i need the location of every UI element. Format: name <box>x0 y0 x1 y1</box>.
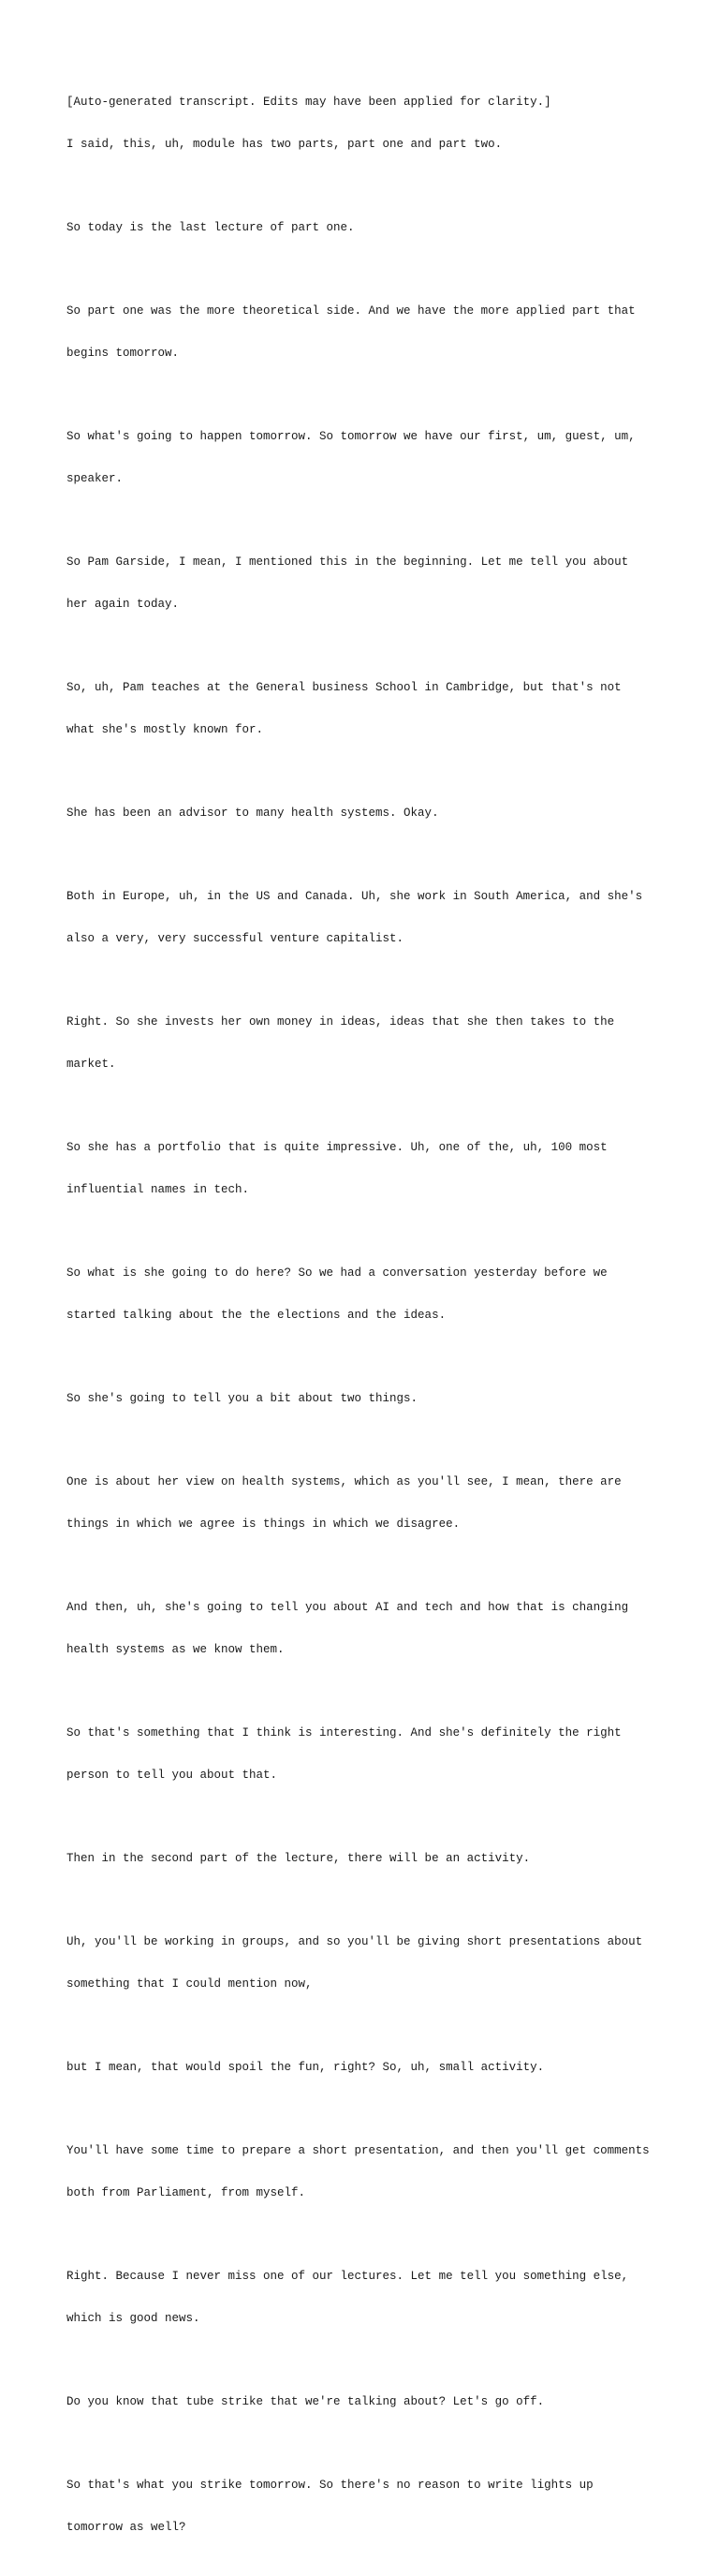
text-line: So what is she going to do here? So we had a conversation yesterday before we <box>66 1266 608 1280</box>
text-line: So what's going to happen tomorrow. So tomorrow we have our first, um, guest, um, <box>66 430 636 443</box>
paragraph <box>66 2367 666 2437</box>
paragraph <box>66 402 666 514</box>
text-line: Right. So she invests her own money in ideas, ideas that she then takes to the <box>66 1015 615 1029</box>
paragraph <box>66 193 666 263</box>
paragraph <box>66 987 666 1100</box>
text-line: She has been an advisor to many health systems. Okay. <box>66 807 439 820</box>
text-line: Both in Europe, uh, in the US and Canada. Uh, she work in South America, and she's <box>66 890 643 903</box>
text-line: So part one was the more theoretical side. And we have the more applied part that <box>66 304 636 318</box>
paragraph <box>66 2242 666 2354</box>
text-line: but I mean, that would spoil the fun, right? So, uh, small activity. <box>66 2061 545 2074</box>
text-line: her again today. <box>66 598 180 611</box>
text-line: also a very, very successful venture capitalist. <box>66 932 404 945</box>
text-line: So today is the last lecture of part one. <box>66 221 355 234</box>
paragraph <box>66 653 666 765</box>
text-line: both from Parliament, from myself. <box>66 2186 306 2199</box>
text-line: So that's what you strike tomorrow. So there's no reason to write lights up <box>66 2479 594 2492</box>
text-line: Right. Because I never miss one of our lectures. Let me tell you something else, <box>66 2270 629 2283</box>
text-line: I said, this, uh, module has two parts, part one and part two. <box>66 138 503 151</box>
paragraph <box>66 276 666 389</box>
text-line: You'll have some time to prepare a short presentation, and then you'll get comments <box>66 2144 650 2157</box>
text-line: what she's mostly known for. <box>66 723 264 736</box>
paragraph <box>66 1824 666 1894</box>
paragraph <box>66 1573 666 1685</box>
text-line: So Pam Garside, I mean, I mentioned this in the beginning. Let me tell you about <box>66 555 629 569</box>
text-line: something that I could mention now, <box>66 1977 313 1991</box>
transcript-header: [Auto-generated transcript. Edits may have been applied for clarity.] <box>66 96 551 109</box>
transcript-document <box>66 67 666 2576</box>
text-line: speaker. <box>66 472 124 485</box>
paragraph <box>66 778 666 849</box>
text-line: One is about her view on health systems, which as you'll see, I mean, there are <box>66 1475 622 1488</box>
paragraph <box>66 2116 666 2228</box>
paragraph <box>66 2033 666 2103</box>
text-line: So, uh, Pam teaches at the General business School in Cambridge, but that's not <box>66 681 622 694</box>
paragraph <box>66 527 666 640</box>
text-line: And then, uh, she's going to tell you about AI and tech and how that is changing <box>66 1601 629 1614</box>
text-line: Uh, you'll be working in groups, and so you'll be giving short presentations about <box>66 1935 643 1948</box>
text-line: So that's something that I think is interesting. And she's definitely the right <box>66 1726 622 1740</box>
paragraph <box>66 1907 666 2020</box>
paragraph <box>66 1113 666 1225</box>
text-line: tomorrow as well? <box>66 2521 186 2534</box>
paragraph <box>66 2450 666 2563</box>
text-line: begins tomorrow. <box>66 347 180 360</box>
text-line: So she's going to tell you a bit about two things. <box>66 1392 418 1405</box>
text-line: market. <box>66 1058 116 1071</box>
text-line: influential names in tech. <box>66 1183 250 1196</box>
text-line: So she has a portfolio that is quite impressive. Uh, one of the, uh, 100 most <box>66 1141 608 1154</box>
paragraph <box>66 67 666 180</box>
text-line: Then in the second part of the lecture, there will be an activity. <box>66 1852 531 1865</box>
paragraph <box>66 1447 666 1560</box>
paragraph <box>66 1238 666 1351</box>
paragraph <box>66 1364 666 1434</box>
text-line: health systems as we know them. <box>66 1643 285 1656</box>
paragraph <box>66 862 666 974</box>
text-line: started talking about the the elections and the ideas. <box>66 1309 447 1322</box>
paragraph <box>66 1698 666 1811</box>
text-line: Do you know that tube strike that we're talking about? Let's go off. <box>66 2395 545 2408</box>
text-line: things in which we agree is things in which we disagree. <box>66 1517 461 1531</box>
text-line: person to tell you about that. <box>66 1769 278 1782</box>
text-line: which is good news. <box>66 2312 200 2325</box>
